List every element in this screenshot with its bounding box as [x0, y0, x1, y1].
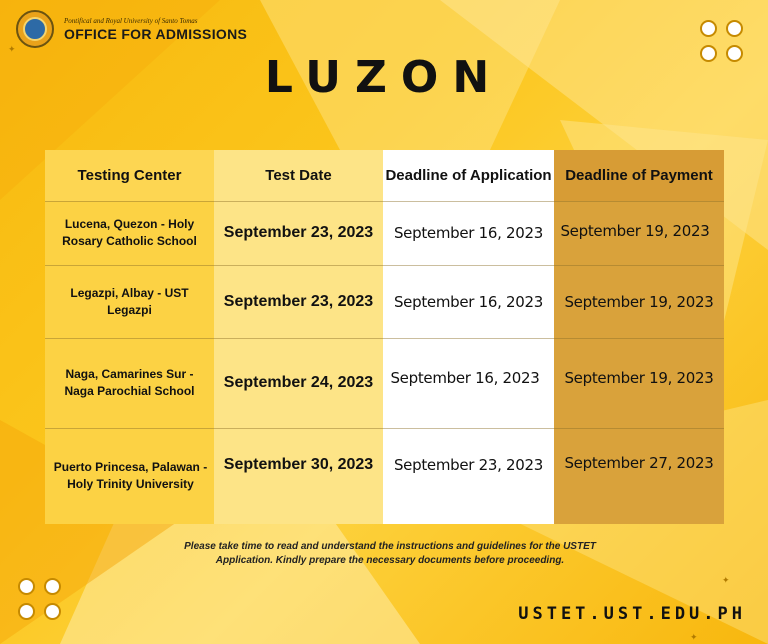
university-name: Pontifical and Royal University of Santo Tomas — [64, 16, 198, 25]
column-testing-center — [45, 150, 214, 524]
header-application-deadline: Deadline of Application — [385, 167, 552, 184]
row-divider — [45, 265, 724, 266]
column-test-date — [214, 150, 383, 524]
cell-application-deadline: September 16, 2023 — [393, 224, 544, 242]
cell-application-deadline: September 16, 2023 — [390, 369, 540, 387]
cell-center: Naga, Camarines Sur - Naga Parochial School — [64, 367, 195, 398]
cell-test-date: September 23, 2023 — [223, 224, 374, 241]
cell-test-date: September 24, 2023 — [223, 374, 374, 391]
row-divider — [45, 428, 724, 429]
cell-test-date: September 23, 2023 — [223, 292, 374, 310]
office-name: OFFICE FOR ADMISSIONS — [64, 25, 248, 42]
header — [16, 10, 247, 48]
cell-payment-deadline: September 19, 2023 — [560, 222, 710, 240]
instructions-note: Please take time to read and understand the instructions and guidelines for the USTET Application. Kindly prepare the necessary documents before proceeding. — [184, 541, 596, 566]
cell-center: Legazpi, Albay - UST Legazpi — [70, 285, 189, 317]
university-seal-icon — [16, 10, 54, 48]
cell-center: Puerto Princesa, Palawan - Holy Trinity University — [53, 460, 208, 491]
row-divider — [45, 338, 724, 339]
header-payment-deadline: Deadline of Payment — [554, 150, 724, 201]
cell-center: Lucena, Quezon - Holy Rosary Catholic School — [62, 217, 197, 248]
page-title: LUZON — [264, 52, 504, 103]
decorative-dots-bottom — [18, 578, 60, 620]
header-testing-center: Testing Center — [45, 150, 214, 201]
header-test-date: Test Date — [265, 167, 332, 184]
website-link[interactable]: USTET.UST.EDU.PH — [518, 604, 746, 624]
cell-test-date: September 30, 2023 — [223, 456, 374, 473]
sparkle-icon: ✦ — [8, 44, 16, 54]
cell-payment-deadline: September 19, 2023 — [564, 369, 714, 387]
sparkle-icon: ✦ — [690, 632, 698, 642]
sparkle-icon: ✦ — [722, 575, 730, 585]
schedule-table — [45, 150, 724, 524]
column-payment-deadline — [554, 150, 724, 524]
column-application-deadline — [383, 150, 554, 524]
row-divider — [45, 201, 724, 202]
cell-payment-deadline: September 27, 2023 — [564, 454, 714, 472]
cell-application-deadline: September 16, 2023 — [393, 292, 544, 311]
cell-application-deadline: September 23, 2023 — [393, 456, 544, 474]
cell-payment-deadline: September 19, 2023 — [564, 292, 714, 311]
